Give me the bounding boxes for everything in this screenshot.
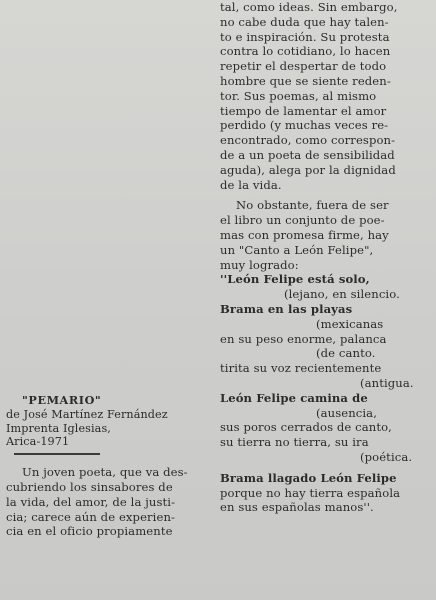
caption-divider — [14, 453, 100, 455]
paragraph-review — [220, 0, 432, 192]
text-line: cia; carece aún de experien- — [6, 509, 176, 524]
book-place-year: Arica-1971 — [6, 435, 70, 449]
poem-line: Brama en las playas — [220, 301, 353, 316]
text-line: la vida, del amor, de la justi- — [6, 494, 176, 509]
text-line: repetir el despertar de todo — [220, 59, 387, 74]
text-line: cia en el oficio propiamente — [6, 524, 173, 539]
poem-line: ''León Felipe está solo, — [220, 272, 370, 287]
poem-line: tirita su voz recientemente — [220, 361, 382, 376]
text-line: contra lo cotidiano, lo hacen — [220, 44, 391, 59]
poem-line: (antigua. — [360, 375, 414, 390]
text-line: No obstante, fuera de ser — [236, 198, 389, 213]
left-body-text — [6, 465, 210, 539]
text-line: perdido (y muchas veces re- — [220, 118, 389, 133]
poem-line: (mexicanas — [316, 316, 384, 331]
text-line: un "Canto a León Felipe", — [220, 242, 374, 257]
book-author: de José Martínez Fernández — [6, 407, 168, 421]
text-line: encontrado, como correspon- — [220, 133, 396, 148]
poem-quote — [220, 272, 432, 515]
text-line: Un joven poeta, que va des- — [22, 465, 188, 480]
text-line: tor. Sus poemas, al mismo — [220, 88, 377, 103]
text-line: aguda), alega por la dignidad — [220, 162, 396, 177]
book-title: "PEMARIO" — [22, 393, 102, 407]
text-line: cubriendo los sinsabores de — [6, 479, 173, 494]
poem-line: (ausencia, — [316, 405, 377, 420]
text-line: muy logrado: — [220, 257, 299, 272]
poem-line: (poética. — [360, 449, 413, 464]
right-column — [220, 0, 432, 515]
text-line: el libro un conjunto de poe- — [220, 213, 385, 228]
poem-line: porque no hay tierra española — [220, 485, 401, 500]
poem-line: (de canto. — [316, 346, 376, 361]
poem-line: Brama llagado León Felipe — [220, 470, 397, 485]
poem-line: su tierra no tierra, su ira — [220, 435, 369, 450]
text-line: tal, como ideas. Sin embargo, — [220, 0, 398, 14]
poem-line: en sus españolas manos''. — [220, 500, 374, 515]
poem-line: León Felipe camina de — [220, 390, 368, 405]
text-line: tiempo de lamentar el amor — [220, 103, 387, 118]
text-line: to e inspiración. Su protesta — [220, 29, 390, 44]
text-line: no cabe duda que hay talen- — [220, 14, 389, 29]
book-printer: Imprenta Iglesias, — [6, 421, 111, 435]
poem-line: sus poros cerrados de canto, — [220, 420, 392, 435]
left-column — [6, 394, 210, 539]
poem-line: (lejano, en silencio. — [284, 287, 400, 302]
text-line: de la vida. — [220, 177, 282, 192]
text-line: hombre que se siente reden- — [220, 73, 391, 88]
paragraph-canto — [220, 198, 432, 272]
book-caption — [6, 394, 210, 449]
text-line: de a un poeta de sensibilidad — [220, 147, 395, 162]
poem-line: en su peso enorme, palanca — [220, 331, 387, 346]
text-line: mas con promesa firme, hay — [220, 227, 389, 242]
